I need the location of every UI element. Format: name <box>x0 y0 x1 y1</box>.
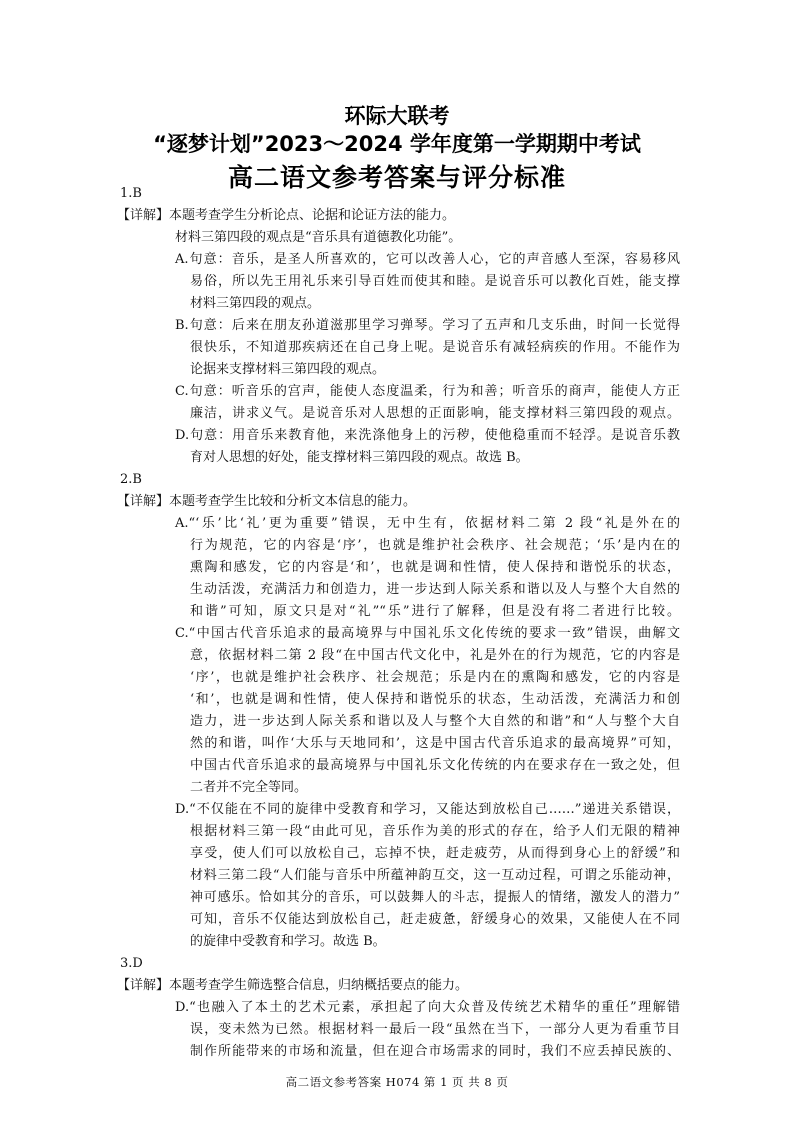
question-number: 1.B <box>120 186 142 201</box>
explanation-heading: 【详解】本题考查学生分析论点、论据和论证方法的能力。 <box>117 208 456 223</box>
text-line: A.“‘乐’比‘礼’更为重要”错误，无中生有，依据材料二第 2 段“礼是外在的 <box>175 516 680 531</box>
text-line: A.句意：音乐，是圣人所喜欢的，它可以改善人心，它的声音感人至深，容易移风 <box>175 252 680 267</box>
text-line: 熏陶和感发，它的内容是‘和’，也就是调和性情，使人保持和谐悦乐的状态， <box>190 560 680 575</box>
text-line: 造力，进一步达到人际关系和谐以及人与整个大自然的和谐”和“人与整个大自 <box>190 714 680 729</box>
text-line: 行为规范，它的内容是‘序’，也就是维护社会秩序、社会规范；‘乐’是内在的 <box>190 538 680 553</box>
text-line: 材料三第四段的观点是“音乐具有道德教化功能”。 <box>175 230 462 245</box>
text-line: 二者并不完全等同。 <box>190 780 308 795</box>
text-line: ‘和’，也就是调和性情，使人保持和谐悦乐的状态，生动活泼，充满活力和创 <box>190 692 680 707</box>
text-line: 廉洁，讲求义气。是说音乐对人思想的正面影响，能支撑材料三第四段的观点。 <box>190 406 680 421</box>
text-line: B.句意：后来在朋友孙道滋那里学习弹琴。学习了五声和几支乐曲，时间一长觉得 <box>175 318 680 333</box>
text-line: 误，变未然为已然。根据材料一最后一段“虽然在当下，一部分人更为看重节目 <box>190 1022 680 1037</box>
text-line: C.“中国古代音乐追求的最高境界与中国礼乐文化传统的要求一致”错误，曲解文 <box>175 626 680 641</box>
text-line: 神可感乐。恰如其分的音乐，可以鼓舞人的斗志，提振人的情绪，激发人的潜力” <box>190 890 680 905</box>
text-line: 易俗，所以先王用礼乐来引导百姓而使其和睦。是说音乐可以教化百姓，能支撑 <box>190 274 680 289</box>
text-line: 很快乐，不知道那疾病还在自己身上呢。是说音乐有减轻病疾的作用。不能作为 <box>190 340 680 355</box>
text-line: 和谐”可知，原文只是对“礼”“乐”进行了解释，但是没有将二者进行比较。 <box>190 604 680 619</box>
text-line: 材料三第二段“人们能与音乐中所蕴神韵互交，这一互动过程，可谓之乐能动神， <box>190 868 680 883</box>
explanation-heading: 【详解】本题考查学生筛选整合信息，归纳概括要点的能力。 <box>117 978 469 993</box>
text-line: 享受，使人们可以放松自己，忘掉不快，赶走疲劳，从而得到身心上的舒缓”和 <box>190 846 680 861</box>
text-line: C.句意：听音乐的宫声，能使人态度温柔，行为和善；听音乐的商声，能使人方正 <box>175 384 680 399</box>
exam-title: “逐梦计划”2023～2024 学年度第一学期期中考试 <box>153 132 641 156</box>
text-line: D.“不仅能在不同的旋律中受教育和学习，又能达到放松自己……”递进关系错误， <box>175 802 680 817</box>
question-number: 3.D <box>120 956 143 971</box>
text-line: 制作所能带来的市场和流量，但在迎合市场需求的同时，我们不应丢掉民族的、 <box>190 1044 680 1059</box>
text-line: 根据材料三第一段“由此可见，音乐作为美的形式的存在，给予人们无限的精神 <box>190 824 680 839</box>
text-line: 的旋律中受教育和学习。故选 B。 <box>190 934 386 949</box>
text-line: 生动活泼，充满活力和创造力，进一步达到人际关系和谐以及人与整个大自然的 <box>190 582 680 597</box>
text-line: D.“也融入了本土的艺术元素，承担起了向大众普及传统艺术精华的重任”理解错 <box>175 1000 680 1015</box>
text-line: D.句意：用音乐来教育他，来洗涤他身上的污秽，使他稳重而不轻浮。是说音乐教 <box>175 428 680 443</box>
page-footer: 高二语文参考答案 H074 第 1 页 共 8 页 <box>285 1075 509 1089</box>
exam-org-title: 环际大联考 <box>344 104 450 128</box>
text-line: 育对人思想的好处，能支撑材料三第四段的观点。故选 B。 <box>190 450 529 465</box>
text-line: 然的和谐，叫作‘大乐与天地同和’，这是中国古代音乐追求的最高境界”可知， <box>190 736 680 751</box>
text-line: 意，依据材料二第 2 段“在中国古代文化中，礼是外在的行为规范，它的内容是 <box>190 648 680 663</box>
text-line: 中国古代音乐追求的最高境界与中国礼乐文化传统的内在要求存在一致之处，但 <box>190 758 680 773</box>
answer-key-title: 高二语文参考答案与评分标准 <box>227 163 566 192</box>
text-line: 论据来支撑材料三第四段的观点。 <box>190 362 386 377</box>
text-line: 可知，音乐不仅能达到放松自己，赶走疲惫，舒缓身心的效果，又能使人在不同 <box>190 912 680 927</box>
explanation-heading: 【详解】本题考查学生比较和分析文本信息的能力。 <box>117 494 417 509</box>
text-line: ‘序’，也就是维护社会秩序、社会规范；乐是内在的熏陶和感发，它的内容是 <box>190 670 680 685</box>
question-number: 2.B <box>120 472 142 487</box>
text-line: 材料三第四段的观点。 <box>190 296 321 311</box>
